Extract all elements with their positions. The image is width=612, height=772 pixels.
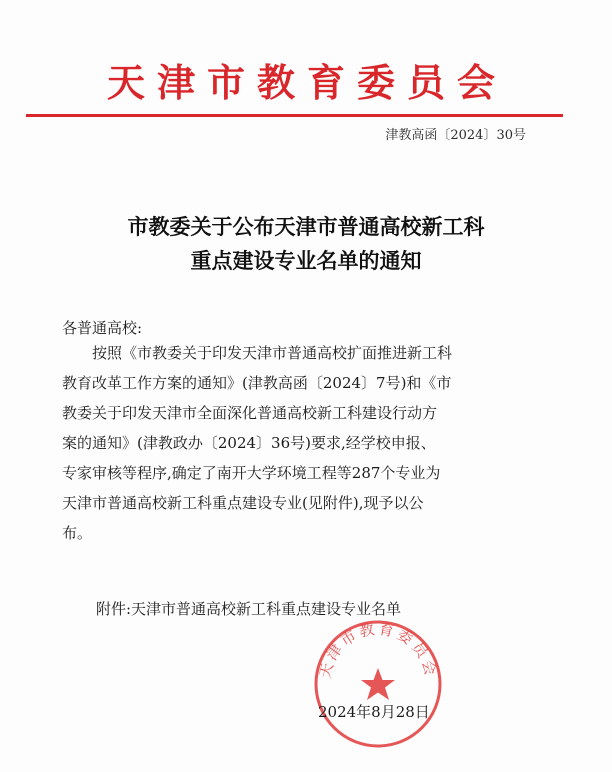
issuing-organization-header: 天津市教育委员会 (106, 60, 507, 105)
body-line: 天津市普通高校新工科重点建设专业(见附件),现予以公 (62, 494, 424, 512)
body-line: 教委关于印发天津市全面深化普通高校新工科建设行动方 (62, 404, 438, 422)
body-line: 教育改革工作方案的通知》(津教高函〔2024〕7号)和《市 (62, 374, 452, 392)
body-line: 按照《市教委关于印发天津市普通高校扩面推进新工科 (62, 344, 453, 362)
official-seal-stamp (312, 618, 444, 750)
document-number: 津教高函〔2024〕30号 (385, 128, 526, 143)
salutation: 各普通高校: (62, 319, 143, 337)
body-line: 专家审核等程序,确定了南开大学环境工程等287个专业为 (62, 464, 441, 482)
red-header-rule (26, 114, 563, 117)
body-line: 布。 (62, 524, 93, 542)
attachment-note: 附件:天津市普通高校新工科重点建设专业名单 (96, 600, 402, 618)
body-paragraph (62, 338, 542, 548)
issue-date: 2024年8月28日 (318, 703, 430, 721)
title-line-1: 市教委关于公布天津市普通高校新工科 (127, 214, 485, 239)
title-line-2: 重点建设专业名单的通知 (190, 248, 422, 273)
body-line: 案的通知》(津教政办〔2024〕36号)要求,经学校申报、 (62, 434, 436, 452)
document-title (0, 210, 612, 278)
svg-text:天津市教育委员会: 天津市教育委员会 (315, 619, 441, 681)
